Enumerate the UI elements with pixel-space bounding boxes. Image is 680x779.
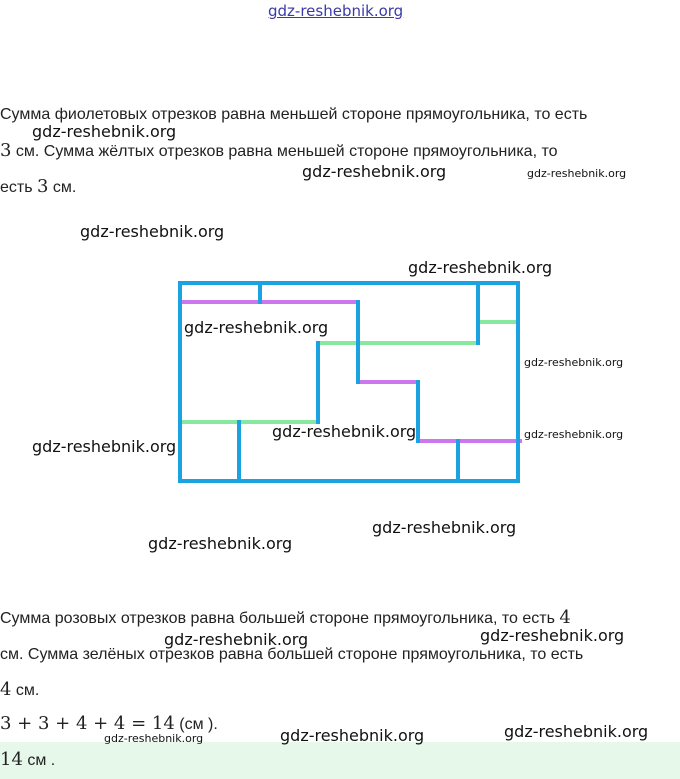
text: см. Сумма жёлтых отрезков равна меньшей стороне прямоугольника, то (11, 143, 558, 160)
number: 3 (0, 140, 12, 161)
watermark: gdz-reshebnik.org (372, 518, 517, 537)
rectangle-diagram (170, 275, 530, 490)
watermark: gdz-reshebnik.org (480, 626, 625, 645)
watermark: gdz-reshebnik.org (272, 422, 417, 441)
watermark: gdz-reshebnik.org (280, 726, 425, 745)
text: см. (48, 179, 77, 196)
answer-unit: см . (22, 752, 56, 769)
watermark: gdz-reshebnik.org (524, 428, 624, 441)
rectangle-frame (180, 283, 518, 481)
paragraph-line: см. Сумма зелёных отрезков равна большей стороне прямоугольника, то есть (0, 646, 584, 663)
equation-unit: (см ). (174, 716, 218, 733)
paragraph-line: Сумма фиолетовых отрезков равна меньшей стороне прямоугольника, то есть (0, 106, 588, 123)
watermark: gdz-reshebnik.org (32, 122, 177, 141)
text: см. (11, 682, 40, 699)
watermark: gdz-reshebnik.org (302, 162, 447, 181)
text: Сумма розовых отрезков равна большей стороне прямоугольника, то есть (0, 610, 560, 627)
equation-expression: 3 + 3 + 4 + 4 = 14 (0, 713, 175, 734)
answer (0, 750, 680, 771)
watermark: gdz-reshebnik.org (164, 630, 309, 649)
text: есть (0, 179, 38, 196)
number: 4 (0, 679, 12, 700)
watermark: gdz-reshebnik.org (504, 722, 649, 741)
paragraph-line (0, 680, 680, 701)
number: 3 (37, 176, 49, 197)
watermark-top: gdz-reshebnik.org (268, 2, 404, 20)
watermark: gdz-reshebnik.org (184, 318, 329, 337)
watermark: gdz-reshebnik.org (408, 258, 553, 277)
number: 4 (559, 607, 571, 628)
watermark: gdz-reshebnik.org (148, 534, 293, 553)
watermark: gdz-reshebnik.org (80, 222, 225, 241)
watermark: gdz-reshebnik.org (527, 167, 627, 180)
paragraph-line (0, 141, 680, 162)
watermark: gdz-reshebnik.org (32, 437, 177, 456)
watermark: gdz-reshebnik.org (524, 356, 624, 369)
watermark: gdz-reshebnik.org (104, 732, 204, 745)
answer-number: 14 (0, 749, 23, 770)
